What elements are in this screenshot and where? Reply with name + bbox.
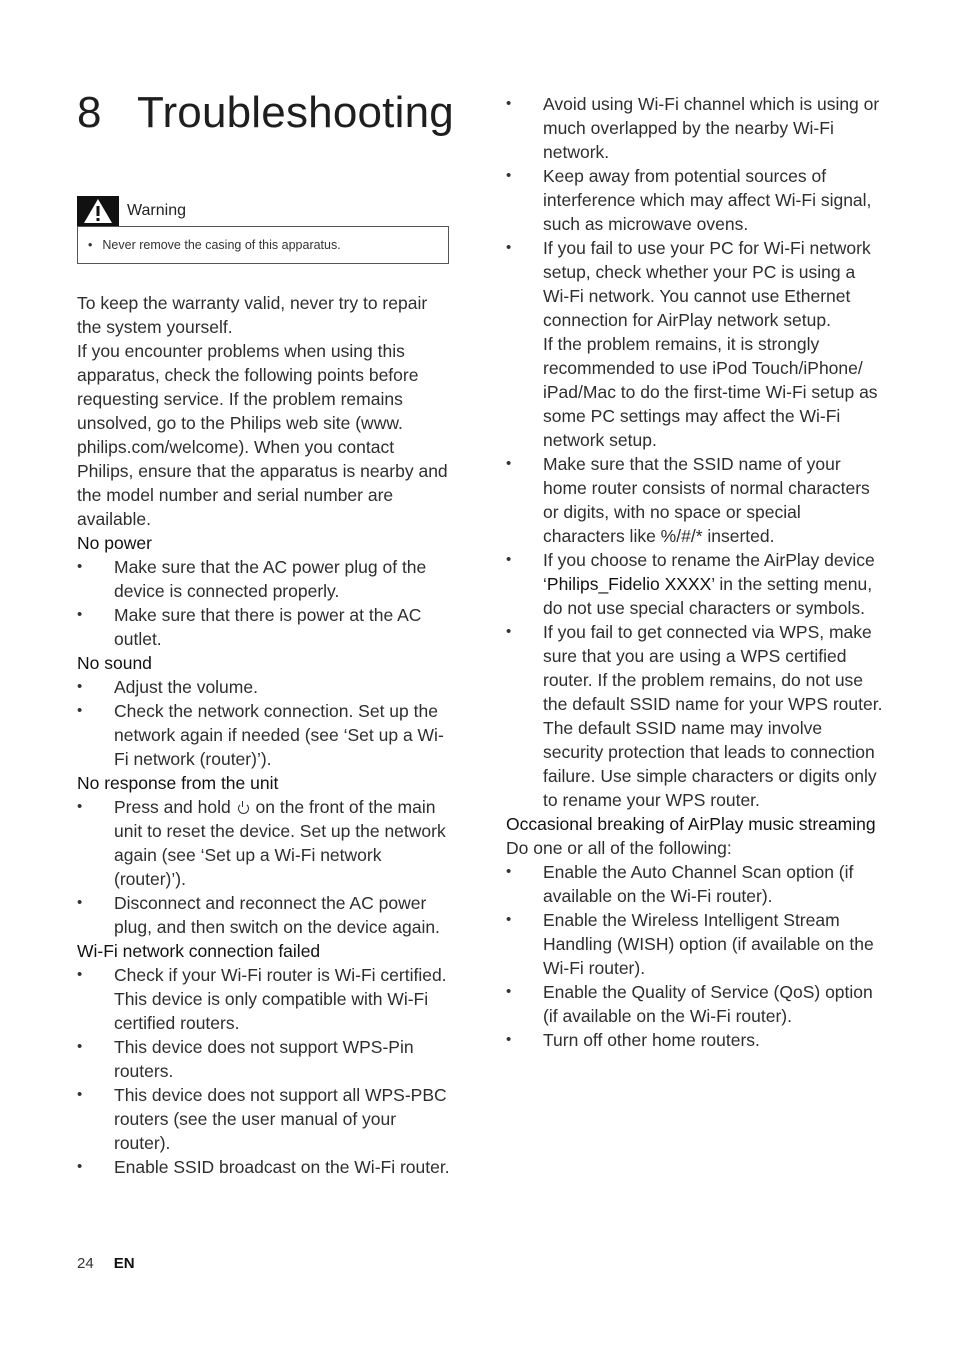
chapter-title-text: Troubleshooting (137, 88, 454, 137)
wifi-failed-list-continued (506, 92, 886, 812)
section-heading-no-response: No response from the unit (77, 773, 279, 793)
warning-box (77, 226, 449, 264)
list-item: • If you fail to use your PC for Wi-Fi network setup, check whether your PC is using a Wi-Fi network. You cannot use Ethernet connection for AirPlay network setup. If the problem remains, it is strongly recommended to use iPod Touch/iPhone/ iPad/Mac to do the first-time Wi-Fi setup as some PC settings may affect the Wi-Fi network setup. (506, 236, 886, 452)
list-item: • This device does not support WPS-Pin routers. (77, 1035, 451, 1083)
list-item: • Enable the Auto Channel Scan option (if available on the Wi-Fi router). (506, 860, 886, 908)
list-item: • Press and hold on the front of the main unit to reset the device. Set up the network again (see ‘Set up a Wi-Fi network (router)’). (77, 795, 451, 891)
warning-item: Never remove the casing of this apparatus. (102, 238, 341, 252)
list-item: • Make sure that the AC power plug of the device is connected properly. (77, 555, 451, 603)
no-response-list (77, 795, 451, 939)
page-number: 24 (77, 1255, 94, 1272)
airplay-list (506, 860, 886, 1052)
chapter-title (77, 88, 454, 138)
device-name: Philips_Fidelio XXXX (546, 574, 712, 594)
no-power-list (77, 555, 451, 651)
section-heading-no-power: No power (77, 533, 152, 553)
chapter-number: 8 (77, 88, 102, 137)
list-item: • Make sure that the SSID name of your home router consists of normal characters or digits, with no space or special characters like %/#/* inserted. (506, 452, 886, 548)
right-column (506, 92, 886, 1052)
list-item: • If you choose to rename the AirPlay device ‘Philips_Fidelio XXXX’ in the setting menu, do not use special characters or symbols. (506, 548, 886, 620)
list-item: • Check the network connection. Set up the network again if needed (see ‘Set up a Wi-Fi network (router)’). (77, 699, 451, 771)
power-icon (238, 803, 249, 814)
page-footer (77, 1255, 135, 1272)
list-item: • Adjust the volume. (77, 675, 451, 699)
warning-triangle-icon (77, 196, 119, 226)
intro-paragraph: To keep the warranty valid, never try to repair the system yourself. (77, 293, 428, 337)
section-heading-airplay: Occasional breaking of AirPlay music streaming (506, 814, 876, 834)
bullet: • (88, 238, 93, 252)
list-item: • Avoid using Wi-Fi channel which is using or much overlapped by the nearby Wi-Fi network. (506, 92, 886, 164)
list-item: • Turn off other home routers. (506, 1028, 886, 1052)
list-item: • Make sure that there is power at the AC outlet. (77, 603, 451, 651)
left-sections (77, 531, 451, 1179)
warning-block (77, 196, 449, 264)
warning-label: Warning (127, 202, 186, 219)
list-item: • Enable SSID broadcast on the Wi-Fi router. (77, 1155, 451, 1179)
list-item: • Keep away from potential sources of interference which may affect Wi-Fi signal, such as microwave ovens. (506, 164, 886, 236)
no-sound-list (77, 675, 451, 771)
language-code: EN (113, 1255, 135, 1272)
section-heading-wifi-failed: Wi-Fi network connection failed (77, 941, 321, 961)
wifi-failed-list (77, 963, 451, 1179)
list-item: • If you fail to get connected via WPS, make sure that you are using a WPS certified router. If the problem remains, do not use the default SSID name for your WPS router. The default SSID name may involve security protection that leads to connection failure. Use simple characters or digits only to rename your WPS router. (506, 620, 886, 812)
warning-header (77, 196, 449, 226)
intro-text (77, 291, 449, 531)
list-item: • Disconnect and reconnect the AC power plug, and then switch on the device again. (77, 891, 451, 939)
section-heading-no-sound: No sound (77, 653, 152, 673)
intro-paragraph: If you encounter problems when using this apparatus, check the following points before requesting service. If the problem remains unsolved, go to the Philips web site (www. philips.com/welcome). When you contact Philips, ensure that the apparatus is nearby and the model number and serial number are available. (77, 341, 448, 529)
list-item: • Enable the Wireless Intelligent Stream Handling (WISH) option (if available on the Wi-Fi router). (506, 908, 886, 980)
list-item: • Enable the Quality of Service (QoS) option (if available on the Wi-Fi router). (506, 980, 886, 1028)
list-item: • Check if your Wi-Fi router is Wi-Fi certified. This device is only compatible with Wi-Fi certified routers. (77, 963, 451, 1035)
list-item: • This device does not support all WPS-PBC routers (see the user manual of your router). (77, 1083, 451, 1155)
airplay-lead: Do one or all of the following: (506, 838, 732, 858)
